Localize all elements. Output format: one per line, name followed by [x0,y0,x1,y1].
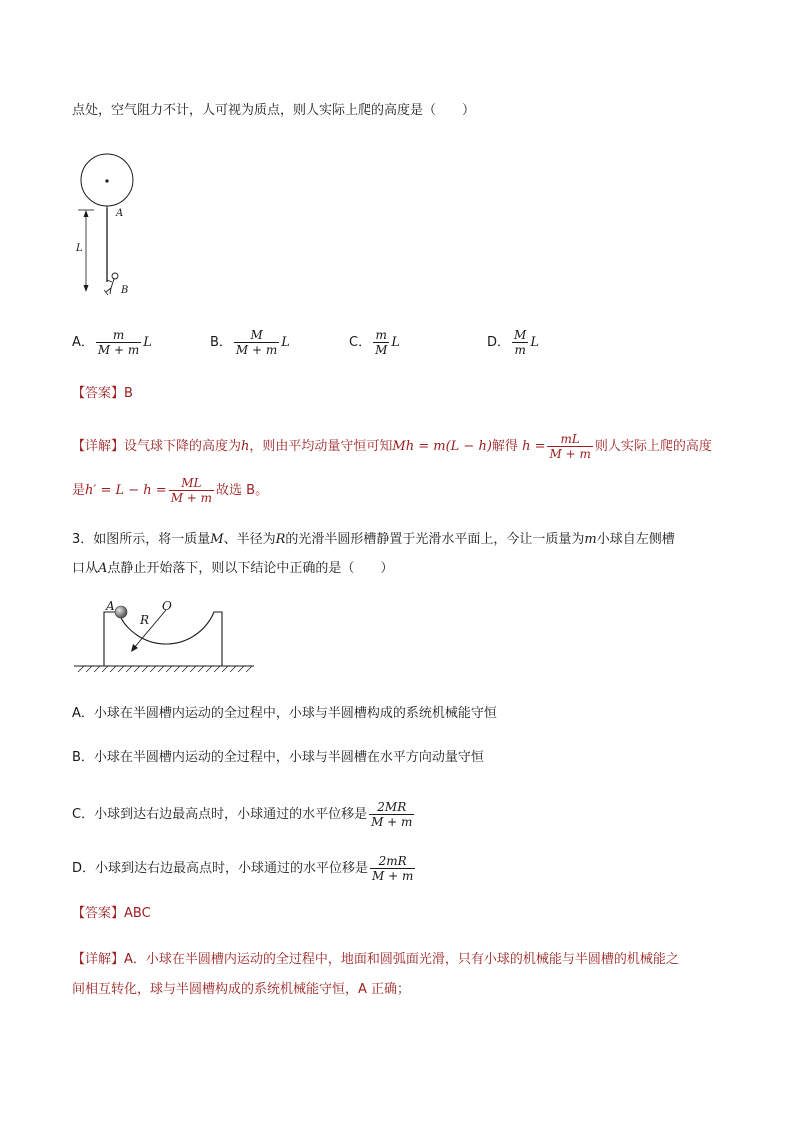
q2-option-c-fraction: $\frac{m}{M}$ [375,328,388,357]
q3-option-d-fraction: $\frac{2mR}{M + m}$ [372,854,414,883]
q3-stem-line2: 口从A点静止开始落下，则以下结论中正确的是（ ） [72,561,394,576]
q2-answer: 【答案】B [72,386,133,401]
q3-detail-line2: 间相互转化，球与半圆槽构成的系统机械能守恒，A 正确； [72,982,411,997]
q3-option-d[interactable]: D．小球到达右边最高点时，小球通过的水平位移是 $\frac{2mR}{M + m}$ [72,854,414,883]
q3-groove-figure [70,596,270,676]
q2-option-d-fraction: $\frac{M}{m}$ [514,328,527,357]
q2-option-b-fraction: $\frac{M}{M + m}$ [235,328,278,357]
q3-option-b[interactable]: B．小球在半圆槽内运动的全过程中，小球与半圆槽在水平方向动量守恒 [72,750,484,765]
q2-option-b[interactable]: B． $\frac{M}{M + m}$ L [210,328,290,357]
q2-option-a[interactable]: A． $\frac{m}{M + m}$ L [72,328,152,357]
q3-detail-line1: 【详解】A．小球在半圆槽内运动的全过程中，地面和圆弧面光滑，只有小球的机械能与半圆槽的机械能之 [72,952,679,967]
q2-option-c[interactable]: C． $\frac{m}{M}$ L [349,328,401,357]
q2-balloon-figure [70,150,150,300]
q3-stem-line1: 3．如图所示，将一质量M、半径为R的光滑半圆形槽静置于光滑水平面上，今让一质量为m小球自左侧槽 [72,532,675,547]
q3-option-c[interactable]: C．小球到达右边最高点时，小球通过的水平位移是 $\frac{2MR}{M + m}$ [72,800,413,829]
q2-detail-line2: 是h′ = L − h = $\frac{ML}{M + m}$ 故选 B。 [72,476,269,505]
q3-answer: 【答案】ABC [72,906,151,921]
q2-fig-label-L: L [76,243,83,254]
q2-fig-label-A: A [116,208,124,219]
q2-fig-label-B: B [121,285,129,296]
q3-option-c-fraction: $\frac{2MR}{M + m}$ [371,800,413,829]
q3-fig-label-R: R [140,613,150,627]
q3-fig-label-O: O [162,599,172,613]
q3-option-a[interactable]: A．小球在半圆槽内运动的全过程中，小球与半圆槽构成的系统机械能守恒 [72,706,497,721]
q2-option-a-fraction: $\frac{m}{M + m}$ [97,328,140,357]
q2-stem: 点处，空气阻力不计，人可视为质点，则人实际上爬的高度是（ ） [72,103,476,118]
q2-option-d[interactable]: D． $\frac{M}{m}$ L [487,328,539,357]
q2-detail-line1: 【详解】设气球下降的高度为h，则由平均动量守恒可知Mh = m(L − h)解得 h = $\frac{mL}{M + m}$ 则人实际上爬的高度 [72,432,712,461]
q3-fig-label-A: A [106,599,115,613]
